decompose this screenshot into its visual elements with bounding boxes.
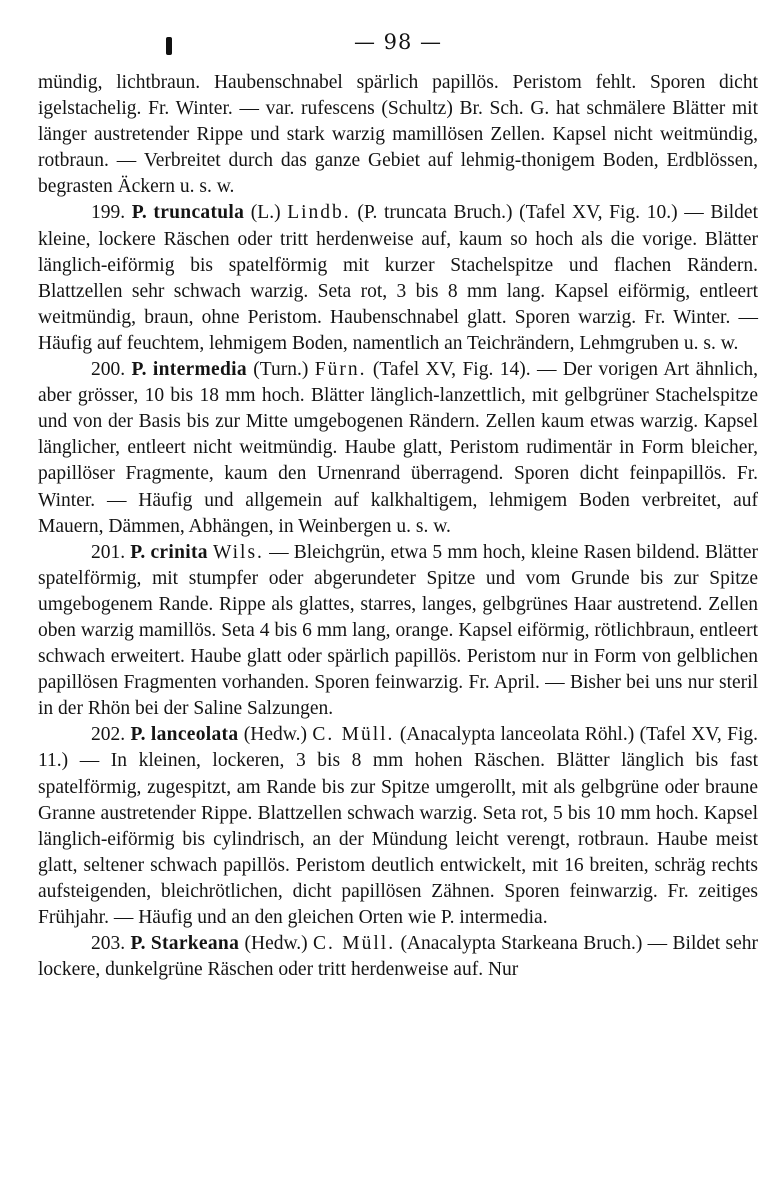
book-page [38,0,758,1200]
species-entry-200 [38,357,758,540]
entry-number: 200. [91,359,126,381]
entry-number: 203. [91,933,126,955]
species-entry-203 [38,931,758,983]
entry-author-paren: (Hedw.) [244,933,308,955]
entry-author-paren: (Hedw.) [243,724,307,746]
entry-genus: P. [130,541,146,563]
entry-genus: P. [131,359,147,381]
species-entry-201 [38,540,758,723]
entry-genus: P. [131,202,147,224]
entry-text: (Anacalypta lanceolata Röhl.) (Tafel XV, Fig. 11.) — In kleinen, lockeren, 3 bis 8 mm hohen Räschen. Blätter länglich bis fast spatelförmig, zugespitzt, am Rande bis zur Spitze umgerollt, mit als gelbgrüne oder braune Granne austretender Rippe. Blattzellen schwach warzig. Seta rot, 5 bis 10 mm hoch. Kapsel länglich-eiförmig bis cylindrisch, an der Mündung leicht verengt, rotbraun. Haube meist glatt, seltener schwach papillös. Peristom deutlich entwickelt, mit 16 breiten, schräg rechts aufsteigenden, bleichrötlichen, dicht papillösen Zähnen. Sporen feinwarzig. Fr. zeitiges Frühjahr. — Häufig und an den gleichen Orten wie P. intermedia. [38,724,759,928]
entry-text: (Tafel XV, Fig. 14). — Der vorigen Art ähnlich, aber grösser, 10 bis 18 mm hoch. Blätter länglich-lanzettlich, mit gelbgrüner Stachelspitze und von der Basis bis zur Mitte umgebogenen Rändern. Zellen kaum etwas warzig. Kapsel länglicher, entleert nicht weitmündig. Haube glatt, Peristom rudimentär in Form bleicher, papillöser Fragmente, kaum den Urnenrand überragend. Sporen dicht feinpapillös. Fr. Winter. — Häufig und allgemein auf kalkhaltigem, lehmigem Boden verbreitet, auf Mauern, Dämmen, Abhängen, in Weinbergen u. s. w. [38,359,759,537]
entry-number: 201. [91,541,126,563]
entry-number: 199. [91,202,126,224]
page-number: — 98 — [353,30,443,54]
continued-paragraph: mündig, lichtbraun. Haubenschnabel spärlich papillös. Peristom fehlt. Sporen dicht igelstachelig. Fr. Winter. — var. rufescens (Schultz) Br. Sch. G. hat schmälere Blätter mit länger austretender Rippe und stark warzig mamillösen Zellen. Kapsel nicht weitmündig, rotbraun. — Verbreitet durch das ganze Gebiet auf lehmig-thonigem Boden, Erdblössen, begrasten Äckern u. s. w. [38,72,758,198]
entry-author-paren: (Turn.) [253,359,309,381]
entry-species: intermedia [152,359,247,381]
entry-number: 202. [91,724,126,746]
entry-author: Fürn. [314,359,367,381]
entry-text: (P. truncata Bruch.) (Tafel XV, Fig. 10.) — Bildet kleine, lockere Räschen oder tritt herdenweise auf, kaum so hoch als die vorige. Blätter länglich-eiförmig bis spatelförmig mit kurzer Stachelspitze und flachen Rändern. Blattzellen sehr schwach warzig. Seta rot, 3 bis 8 mm lang. Kapsel eiförmig, entleert weitmündig, braun, ohne Peristom. Haubenschnabel glatt. Sporen warzig. Fr. Winter. — Häufig auf feuchtem, lehmigem Boden, namentlich an Teichrändern, Lehmgruben u. s. w. [38,202,759,354]
entry-genus: P. [130,933,146,955]
entry-author: Wils. [212,541,264,563]
species-entry-199 [38,200,758,357]
entry-species: Starkeana [150,933,240,955]
entry-text: (Anacalypta Starkeana Bruch.) — Bildet sehr lockere, dunkelgrüne Räschen oder tritt herdenweise auf. Nur [38,933,759,981]
entry-species: lanceolata [150,724,239,746]
entry-author: Lindb. [287,202,351,224]
entry-genus: P. [130,724,146,746]
species-entry-202 [38,722,758,931]
entry-species: crinita [150,541,208,563]
entry-author: C. Müll. [312,724,395,746]
entry-author-paren: (L.) [250,202,281,224]
entry-author: C. Müll. [313,933,396,955]
entry-species: truncatula [153,202,245,224]
entry-text: — Bleichgrün, etwa 5 mm hoch, kleine Rasen bildend. Blätter spatelförmig, mit stumpfer oder abgerundeter Spitze und vom Grunde bis zur Spitze umgebogenem Rande. Rippe als glattes, starres, langes, gelbgrünes Haar austretend. Zellen oben warzig mamillös. Seta 4 bis 6 mm lang, orange. Kapsel eiförmig, rötlichbraun, entleert schwach erweitert. Haube glatt oder spärlich papillös. Peristom nur in Form von gelblichen papillösen Fragmenten vorhanden. Sporen feinwarzig. Fr. April. — Bisher bei uns nur steril in der Rhön bei der Saline Salzungen. [38,541,759,720]
page-body [38,70,758,983]
